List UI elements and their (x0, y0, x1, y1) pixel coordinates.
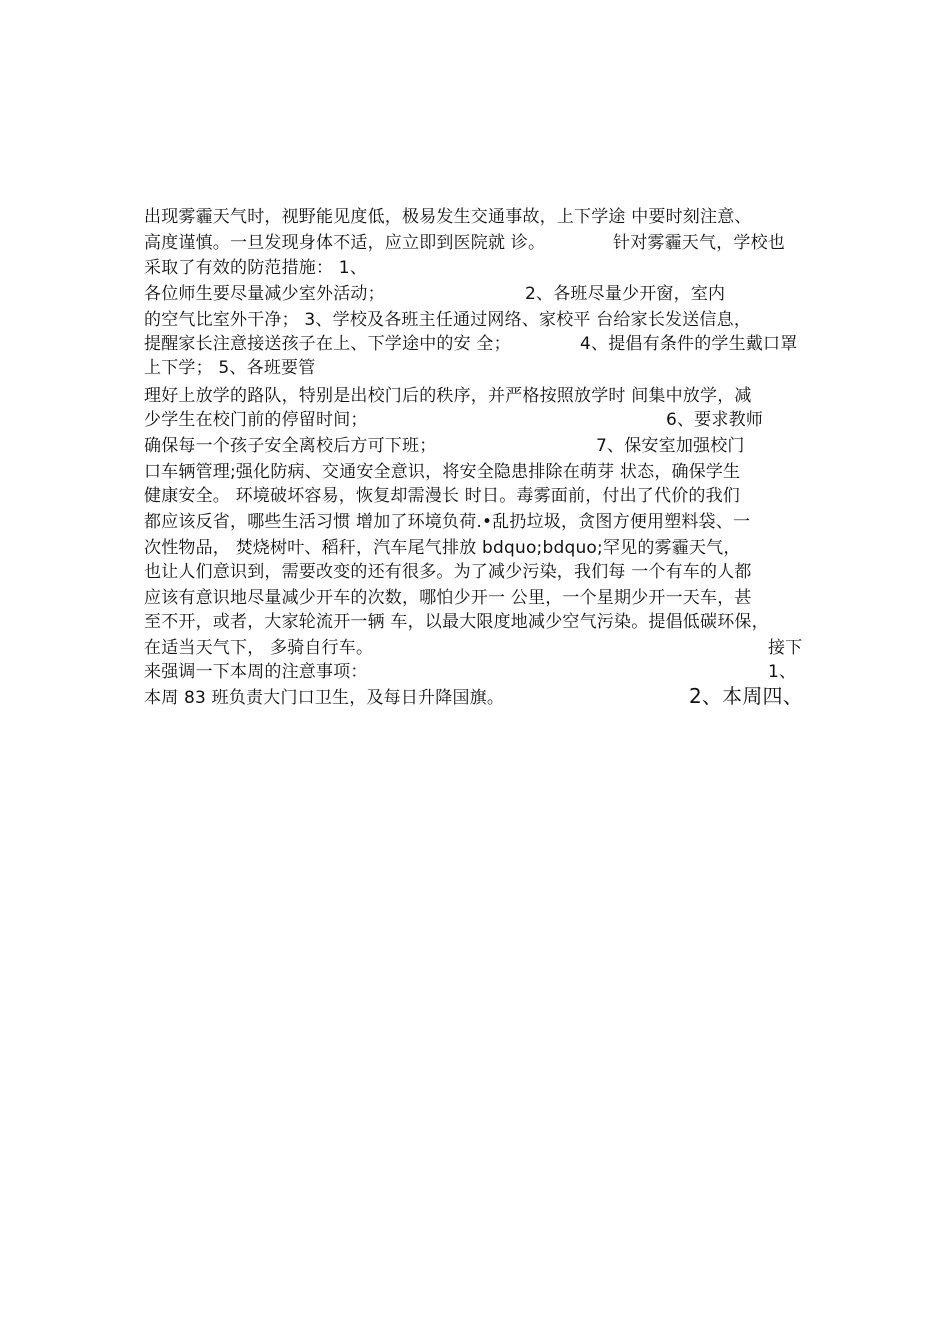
text-line-4b: 2、各班尽量少开窗，室内 (525, 284, 726, 304)
text-line-18: 在适当天气下， 多骑自行车。 (144, 638, 374, 658)
text-line-19: 来强调一下本周的注意事项： (144, 662, 368, 682)
text-line-6b: 4、提倡有条件的学生戴口罩 (580, 334, 798, 354)
text-line-11: 口车辆管理;强化防病、交通安全意识，将安全隐患排除在萌芽 状态，确保学生 (144, 462, 741, 482)
text-line-9b: 6、要求教师 (666, 410, 764, 430)
text-line-4: 各位师生要尽量减少室外活动； (144, 284, 385, 304)
text-line-14: 次性物品， 焚烧树叶、稻秆，汽车尾气排放 bdquo;bdquo;罕见的雾霾天气， (144, 538, 741, 558)
text-line-17: 至不开，或者，大家轮流开一辆 车，以最大限度地减少空气污染。提倡低碳环保， (144, 612, 769, 632)
text-line-3: 采取了有效的防范措施： 1、 (144, 258, 368, 278)
text-line-12: 健康安全。 环境破坏容易，恢复却需漫长 时日。毒雾面前，付出了代价的我们 (144, 486, 741, 506)
text-line-5: 的空气比室外干净； 3、学校及各班主任通过网络、家校平 台给家长发送信息， (144, 310, 752, 330)
text-line-10b: 7、保安室加强校门 (596, 436, 745, 456)
text-line-7: 上下学； 5、各班要管 (144, 358, 316, 378)
text-line-20b: 2、本周四、 (689, 684, 803, 708)
text-line-2b: 针对雾霾天气，学校也 (613, 233, 785, 253)
text-line-8: 理好上放学的路队，特别是出校门后的秩序，并严格按照放学时 间集中放学，减 (144, 386, 752, 406)
text-line-2: 高度谨慎。一旦发现身体不适，应立即到医院就 诊。 (144, 233, 546, 253)
text-line-18b: 接下 (768, 638, 803, 658)
text-line-13: 都应该反省，哪些生活习惯 增加了环境负荷.•乱扔垃圾，贪图方便用塑料袋、一 (144, 512, 751, 532)
text-line-16: 应该有意识地尽量减少开车的次数，哪怕少开一 公里，一个星期少开一天车，甚 (144, 588, 752, 608)
text-line-15: 也让人们意识到，需要改变的还有很多。为了减少污染，我们每 一个有车的人都 (144, 562, 752, 582)
text-line-19b: 1、 (768, 662, 797, 682)
text-line-10: 确保每一个孩子安全离校后方可下班； (144, 436, 437, 456)
text-line-6: 提醒家长注意接送孩子在上、下学途中的安 全； (144, 334, 511, 354)
text-line-9: 少学生在校门前的停留时间； (144, 410, 368, 430)
text-line-20: 本周 83 班负责大门口卫生，及每日升降国旗。 (144, 688, 505, 708)
text-line-1: 出现雾霾天气时，视野能见度低，极易发生交通事故，上下学途 中要时刻注意、 (144, 207, 752, 227)
